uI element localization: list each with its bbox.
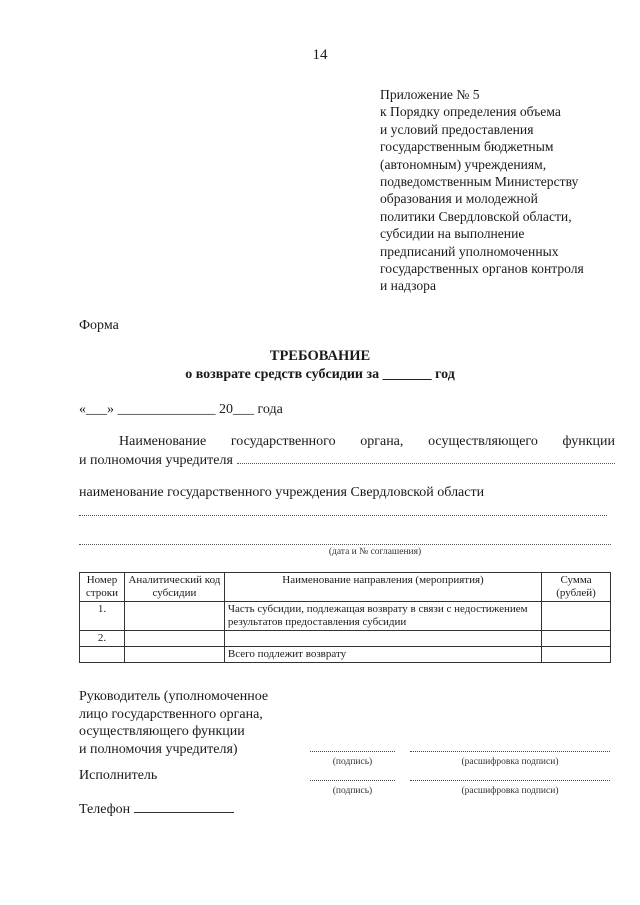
word: Наименование (119, 434, 207, 449)
decoding-hint: (расшифровка подписи) (461, 757, 559, 767)
form-label: Форма (79, 318, 119, 333)
cell-amount[interactable] (542, 602, 611, 631)
appendix-line: (автономным) учреждениям, (380, 156, 547, 172)
appendix-line: подведомственным Министерству (380, 174, 579, 190)
appendix-line: Приложение № 5 (380, 87, 480, 102)
cell-analytic-code (124, 647, 224, 663)
cell-analytic-code[interactable] (124, 631, 224, 647)
appendix-line: предписаний уполномоченных (380, 243, 559, 259)
signature-hint: (подпись) (332, 757, 373, 767)
cell-row-number: 2. (80, 631, 125, 647)
appendix-line: политики Свердловской области, (380, 208, 572, 224)
founder-authority-field[interactable] (237, 451, 615, 464)
cell-amount[interactable] (542, 631, 611, 647)
institution-field[interactable] (79, 515, 607, 516)
word: осуществляющего (428, 434, 538, 449)
cell-direction-name: Часть субсидии, подлежащая возврату в связи с недостижением результатов предоставления субсидии (224, 602, 541, 631)
cell-total-amount[interactable] (542, 647, 611, 663)
head-signature-field[interactable] (310, 751, 395, 752)
header-direction-name: Наименование направления (мероприятия) (224, 573, 541, 602)
head-label-line: Руководитель (уполномоченное (79, 689, 269, 704)
cell-analytic-code[interactable] (124, 602, 224, 631)
header-analytic-code: Аналитический код субсидии (124, 573, 224, 602)
founder-authority-block (79, 433, 615, 470)
phone-field[interactable] (134, 800, 234, 813)
word: государственного (230, 434, 336, 449)
page-number: 14 (312, 47, 328, 63)
refund-table (79, 572, 611, 663)
executor-label: Исполнитель (79, 768, 158, 783)
appendix-line: и условий предоставления (380, 121, 534, 137)
header-amount: Сумма (рублей) (542, 573, 611, 602)
table-row (80, 602, 611, 631)
cell-row-number: 1. (80, 602, 125, 631)
table-row (80, 631, 611, 647)
document-subtitle: о возврате средств субсидии за _______ год (185, 367, 455, 382)
head-label-line: осуществляющего функции (79, 724, 245, 739)
head-label-line: лицо государственного органа, (79, 706, 263, 722)
table-header-row (80, 573, 611, 602)
word: функции (562, 434, 615, 449)
institution-label: наименование государственного учреждения Свердловской области (79, 485, 485, 500)
appendix-line: к Порядку определения объема (380, 104, 561, 120)
cell-direction-name[interactable] (224, 631, 541, 647)
date-line: «___» ______________ 20___ года (79, 402, 283, 417)
cell-row-number (80, 647, 125, 663)
founder-authority-line2 (79, 451, 615, 470)
agreement-hint: (дата и № соглашения) (328, 547, 422, 557)
head-signature-label (79, 688, 268, 758)
appendix-line: и надзора (380, 278, 436, 294)
word: органа, (360, 434, 404, 449)
executor-signature-field[interactable] (310, 780, 395, 781)
appendix-line: государственным бюджетным (380, 139, 554, 155)
agreement-field[interactable] (79, 544, 611, 545)
appendix-line: государственных органов контроля (380, 261, 584, 277)
founder-authority-label: и полномочия учредителя (79, 453, 233, 468)
decoding-hint: (расшифровка подписи) (461, 786, 559, 796)
table-row-total (80, 647, 611, 663)
executor-decoding-field[interactable] (410, 780, 610, 781)
signature-hint: (подпись) (332, 786, 373, 796)
founder-authority-line1 (79, 433, 615, 451)
header-row-number: Номер строки (80, 573, 125, 602)
appendix-line: образования и молодежной (380, 191, 538, 207)
head-signature-decoding-field[interactable] (410, 751, 610, 752)
cell-total-label: Всего подлежит возврату (224, 647, 541, 663)
phone-row (79, 800, 234, 818)
head-label-line: и полномочия учредителя) (79, 741, 238, 757)
appendix-note (380, 86, 625, 295)
phone-label: Телефон (79, 802, 131, 817)
document-title: ТРЕБОВАНИЕ (269, 348, 371, 364)
appendix-line: субсидии на выполнение (380, 226, 525, 242)
